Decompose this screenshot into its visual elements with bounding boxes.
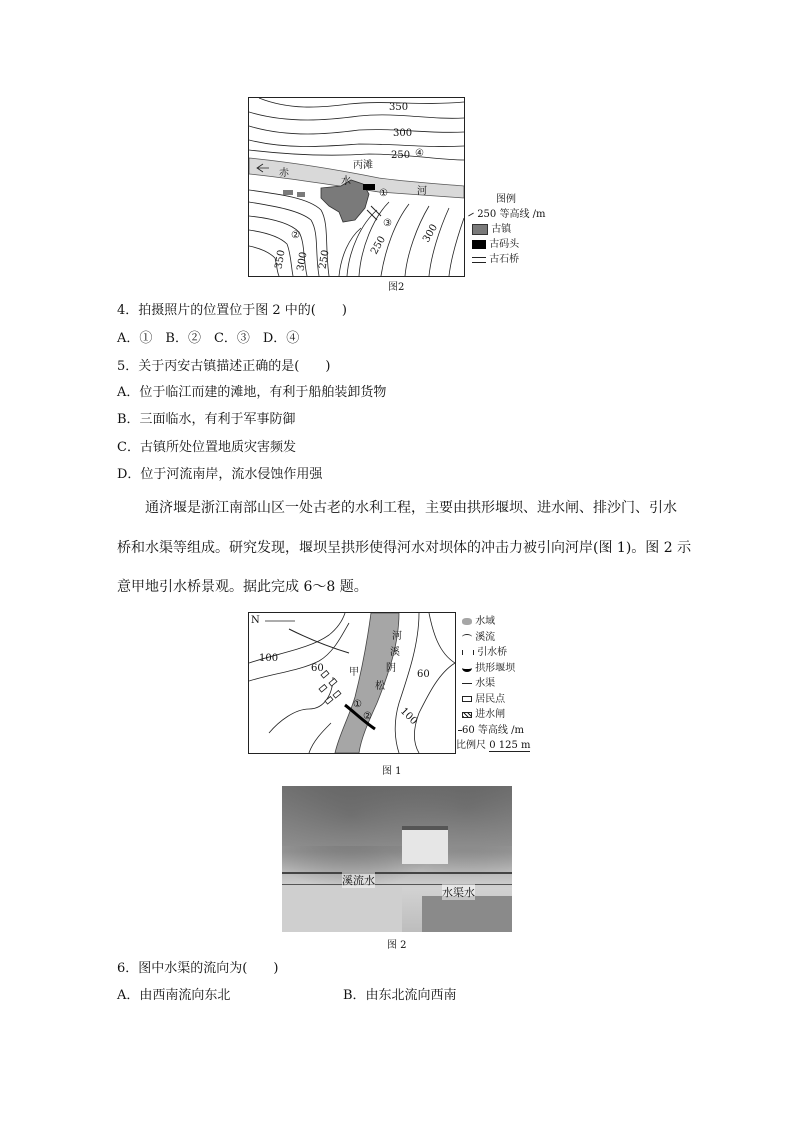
marker-1: ① [379,188,388,199]
canal-water [422,896,512,932]
river-label: 松 [375,681,385,692]
question-6-stem: 6．图中水渠的流向为( ) [117,961,279,976]
legend-item: 拱形堰坝 [458,661,558,677]
marker-2: ② [363,711,372,722]
legend-item: 250 等高线 /m [468,207,568,222]
river-label: 溪 [390,647,400,658]
legend-title: 图例 [496,194,516,205]
scale-label: 比例尺 [456,740,486,751]
bridge-icon [472,257,486,263]
marker-2: ② [291,230,300,241]
question-4-stem: 4．拍摄照片的位置位于图 2 中的( ) [117,303,347,318]
pavilion [402,826,448,864]
river-label: 水 [341,176,351,187]
river-label: 河 [417,186,427,197]
legend-item: 古码头 [468,237,568,252]
legend-item: 溪流 [458,630,558,646]
north-label: N [251,615,260,626]
river-label: 阴 [386,663,396,674]
wharf-swatch-icon [472,240,486,249]
passage-line: 桥和水渠等组成。研究发现，堰坝呈拱形使得河水对坝体的冲击力被引向河岸(图 1)。图 2 示 [117,540,692,556]
legend-item: 60 等高线 /m [458,723,558,739]
legend-item: 水渠 [458,676,558,692]
town-swatch-icon [472,224,488,235]
contour-label: 100 [397,705,420,728]
scale-bar [456,738,558,754]
north-contours [249,98,464,160]
question-5-choice-d: D．位于河流南岸，流水侵蚀作用强 [117,467,323,482]
legend-item: 引水桥 [458,645,558,661]
figure-caption: 图 2 [387,940,407,951]
weir-map-figure [248,612,456,754]
passage-line: 通济堰是浙江南部山区一处古老的水利工程，主要由拱形堰坝、进水闸、排沙门、引水 [145,500,677,516]
legend-item: 古石桥 [468,252,568,267]
question-6-choice-a: A．由西南流向东北 [117,988,231,1003]
contour-label: 350 [389,102,409,113]
legend-item: 水域 [458,614,558,630]
marker-4: ④ [415,148,424,159]
contour-label: 300 [393,128,413,139]
passage-line: 意甲地引水桥景观。据此完成 6～8 题。 [117,579,368,595]
ancient-town-shape [283,190,293,195]
stream-icon [462,634,472,640]
contour-label: 100 [259,653,279,664]
contour-map-figure [248,97,465,277]
residences [319,671,341,705]
tree-canopy [282,786,512,846]
contour-icon [468,213,474,217]
contour-label: 250 [391,150,411,161]
canal-water-label: 水渠水 [442,886,475,899]
river-label: 河 [392,631,402,642]
aqueduct-icon [462,650,474,655]
top-map-legend [468,192,568,267]
aqueduct-photo [282,786,512,932]
contour-label: 60 [311,663,324,674]
arch-dam-icon [462,664,472,672]
legend-item: 进水闸 [458,707,558,723]
river-label: 赤 [279,168,289,179]
canal-icon [462,683,472,684]
stream-water-label: 溪流水 [342,874,375,887]
figure-caption: 图2 [388,282,405,293]
river-water [335,613,399,753]
figure-caption: 图 1 [382,766,402,777]
question-6-choice-b: B．由东北流向西南 [343,988,457,1003]
ancient-town-shape [297,192,305,197]
contour-label: 300 [295,251,310,272]
legend-item: 居民点 [458,692,558,708]
railing [282,872,512,885]
contour-label: 250 [369,234,389,257]
question-5-choice-b: B．三面临水，有利于军事防御 [117,412,296,427]
question-5-choice-c: C．古镇所处位置地质灾害频发 [117,440,296,455]
contour-label: 300 [421,222,441,245]
marker-3: ③ [383,218,392,229]
contour-label: 60 [417,669,430,680]
residence-icon [462,696,472,702]
point-jia-label: 甲 [349,667,359,678]
legend-item: 古镇 [468,222,568,237]
fig1-legend [458,614,558,754]
stone-path [282,886,402,932]
ancient-wharf-shape [363,184,375,190]
beach-label: 丙滩 [353,160,373,171]
scale-values: 0 125 m [489,740,531,751]
question-4-options: A．① B．② C．③ D．④ [117,331,300,346]
marker-1: ① [353,699,362,710]
weir-map-drawing [249,613,455,753]
water-swatch-icon [462,618,472,625]
sluice-icon [462,712,472,718]
contour-label: 350 [273,249,288,270]
contour-label: 250 [317,249,332,270]
question-5-stem: 5．关于丙安古镇描述正确的是( ) [117,359,331,374]
question-5-choice-a: A．位于临江而建的滩地，有利于船舶装卸货物 [117,385,387,400]
